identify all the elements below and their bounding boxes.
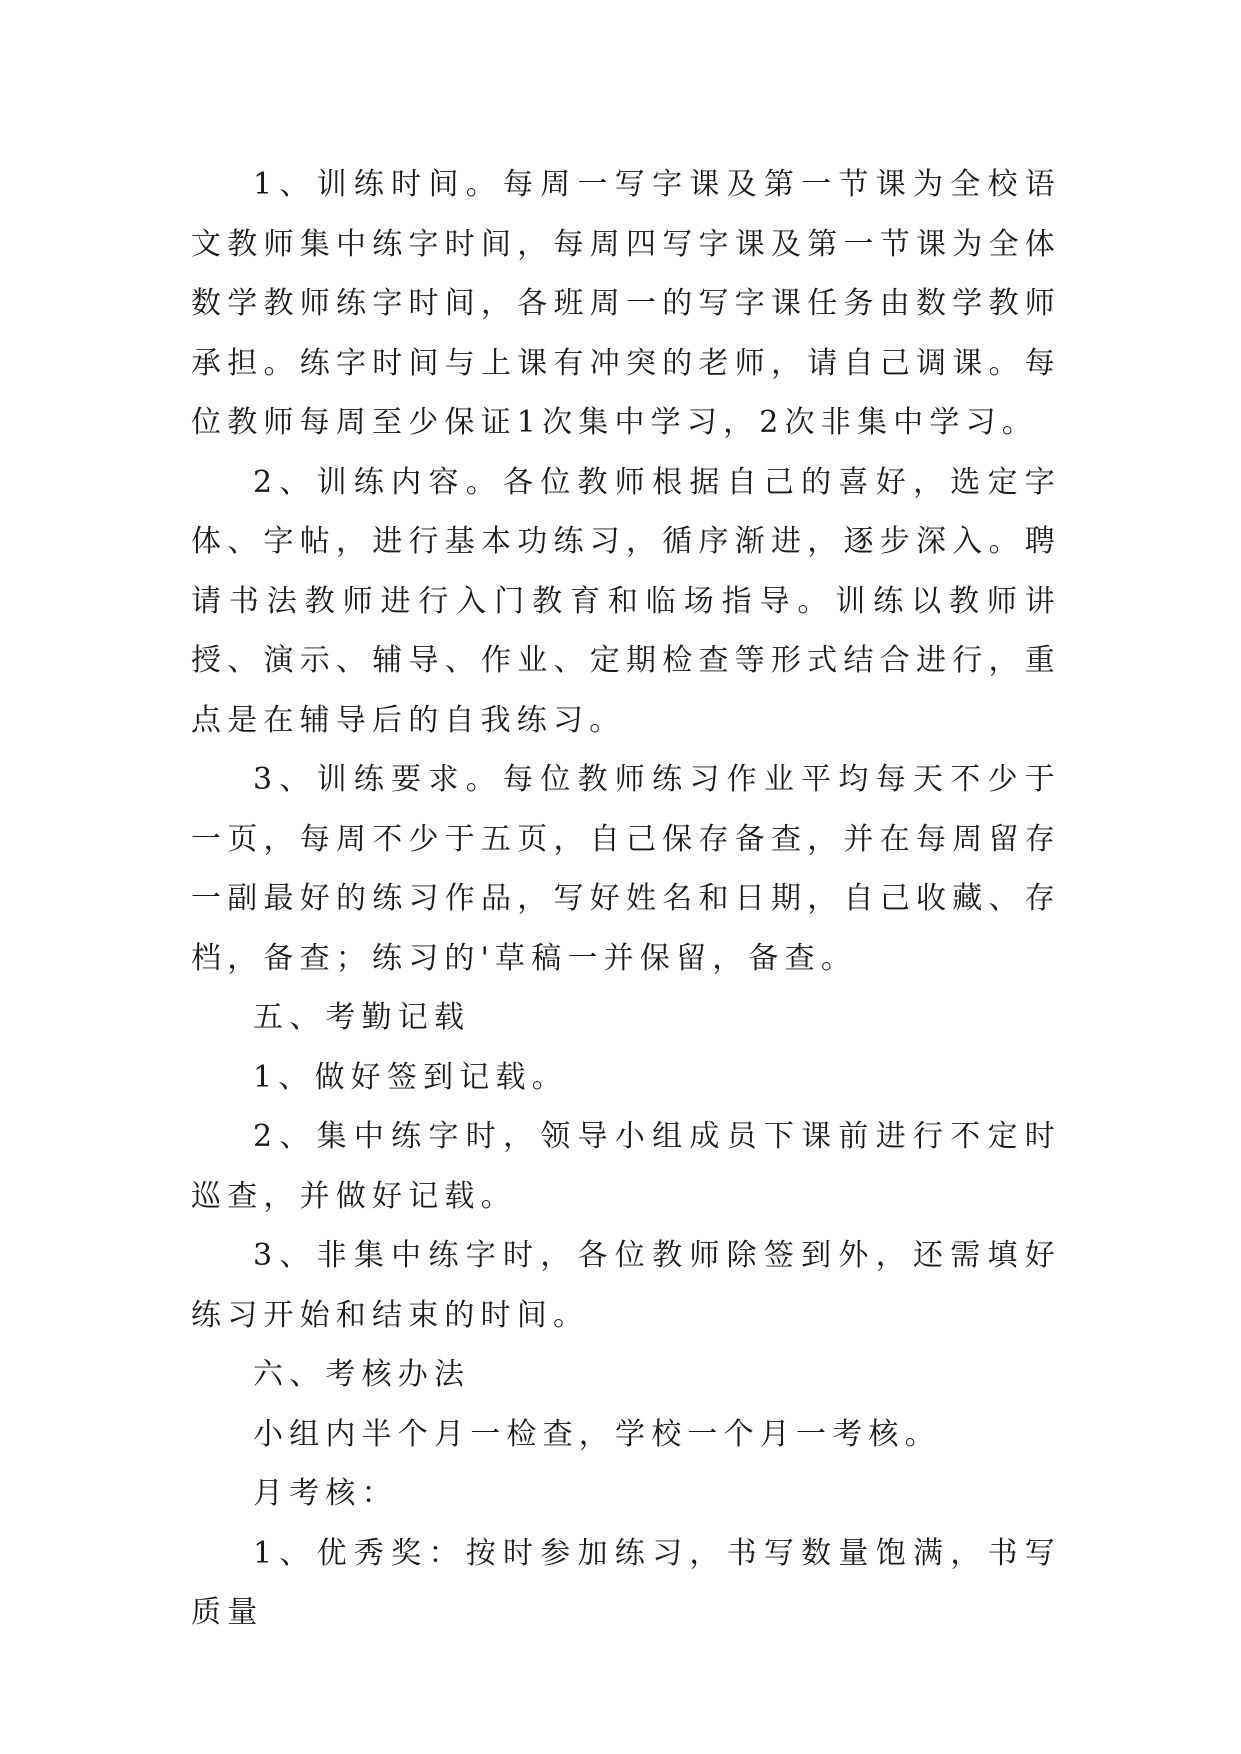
paragraph-check-schedule: 小组内半个月一检查，学校一个月一考核。 (253, 1416, 941, 1452)
paragraph-training-requirements: 3、训练要求。每位教师练习作业平均每天不少于一页，每周不少于五页，自己保存备查，并在每周留存一副最好的练习作品，写好姓名和日期，自己收藏、存档，备查；练习的'草稿一并保留，备查。 (191, 762, 1061, 976)
paragraph-monthly-assessment: 月考核： (253, 1476, 398, 1511)
document-body (191, 155, 1061, 1643)
paragraph-training-time: 1、训练时间。每周一写字课及第一节课为全校语文教师集中练字时间，每周四写字课及第一节课为全体数学教师练字时间，各班周一的写字课任务由数学教师承担。练字时间与上课有冲突的老师，请自己调课。每位教师每周至少保证1次集中学习，2次非集中学习。 (191, 167, 1061, 440)
paragraph-sign-in: 1、做好签到记载。 (253, 1059, 568, 1095)
paragraph-non-centralized: 3、非集中练字时，各位教师除签到外，还需填好练习开始和结束的时间。 (191, 1238, 1061, 1333)
paragraph-excellence-award: 1、优秀奖：按时参加练习，书写数量饱满，书写质量 (191, 1535, 1061, 1630)
paragraph-inspection: 2、集中练字时，领导小组成员下课前进行不定时巡查，并做好记载。 (191, 1119, 1061, 1214)
paragraph-training-content: 2、训练内容。各位教师根据自己的喜好，选定字体、字帖，进行基本功练习，循序渐进，逐步深入。聘请书法教师进行入门教育和临场指导。训练以教师讲授、演示、辅导、作业、定期检查等形式结合进行，重点是在辅导后的自我练习。 (191, 464, 1061, 738)
section-heading-assessment: 六、考核办法 (253, 1357, 471, 1392)
section-heading-attendance: 五、考勤记载 (253, 1000, 471, 1035)
